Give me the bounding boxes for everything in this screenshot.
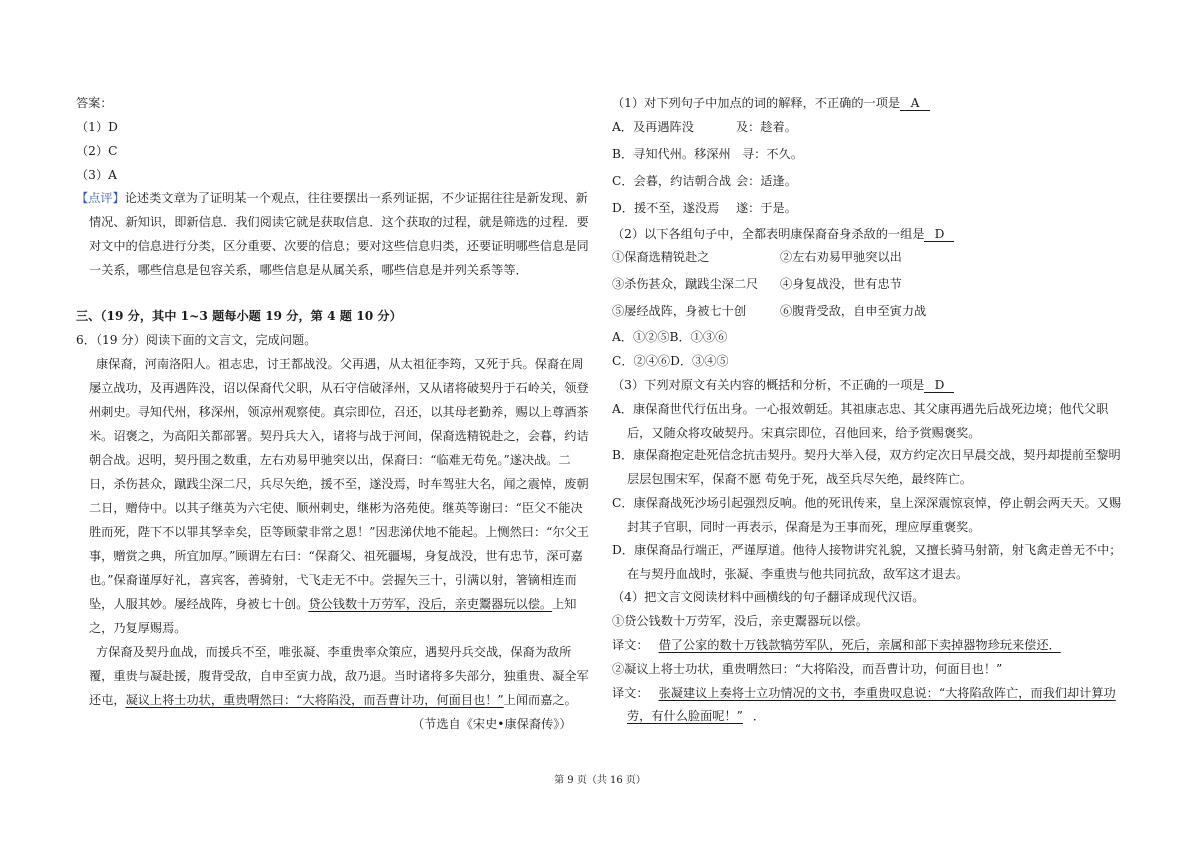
passage-line: 日，杀伤甚众，蹴践尘深二尺，兵尽矢绝，援不至，遂没焉，时车驾驻大名，闻之震悼，废朝 [89,477,589,491]
underlined-sentence-1: 贷公钱数十万劳军，没后，亲吏鬻器玩以偿。 [308,597,553,611]
review-tag: 【点评】 [76,191,125,205]
q3-option-line: B．康保裔抱定赴死信念抗击契丹。契丹大举入侵，双方约定次日早晨交战，契丹却提前至黎明 [612,448,1121,462]
q3-option-line: 后，又随众将攻破契丹。宋真宗即位，召他回来，给予赏赐褒奖。 [627,426,981,440]
q1-option-d: D．援不至，遂没焉 遂：于是。 [612,201,797,215]
passage-line: 也。”保裔谨厚好礼，喜宾客，善骑射，弋飞走无不中。尝握矢三十，引满以射，箸镝相连而 [89,573,577,587]
q2-choices-1: A．①②⑤B．①③⑥ [612,330,728,344]
passage-line: 覆，重贵与凝赴援，腹背受敌，自申至寅力战，敌乃退。当时诸将多失部分，独重贵、凝全军 [89,669,589,683]
q2-items-row-2: ③杀伤甚众，蹴践尘深二尺 ④身复战没，世有忠节 [612,277,902,291]
answers-heading: 答案： [76,96,113,110]
passage-line: 二日，赠侍中。以其子继英为六宅使、顺州刺史，继彬为洛苑使。继英等谢曰：“臣父不能决 [89,501,583,515]
review-line-2: 情况、新知识，即新信息．我们阅读它就是获取信息．这个获取的过程，就是筛选的过程．要 [89,215,589,229]
answer-3: （3）A [76,168,117,182]
answer-2: （2）C [76,144,118,158]
review-line-1: 【点评】论述类文章为了证明某一个观点，往往要摆出一系列证据，不少证据往往是新发现、新 [76,191,588,205]
translation-1-text: 借了公家的数十万钱款犒劳军队，死后，亲属和部下卖掉器物珍玩来偿还． [658,638,1061,652]
passage-line: 屡立战功，及再遇阵没，诏以保裔代父职，从石守信破泽州，又从诸将破契丹于石岭关，领登 [89,381,589,395]
q4-sentence-2: ②凝议上将士功状，重贵喟然曰：“大将陷没，而吾曹计功，何面目也！” [612,662,1003,676]
q3-option-line: A．康保裔世代行伍出身。一心报效朝廷。其祖康志忠、其父康再遇先后战死边境；他代父职 [612,402,1109,416]
passage-line-underlined-2: 还屯，凝议上将士功状，重贵喟然曰：“大将陷没，而吾曹计功，何面目也！”上闻而嘉之。 [89,693,577,707]
underlined-sentence-2: 凝议上将士功状，重贵喟然曰：“大将陷没，而吾曹计功，何面目也！” [125,693,504,707]
q3-stem: （3）下列对原文有关内容的概括和分析，不正确的一项是 D [612,376,954,394]
page-footer: 第 9 页（共 16 页） [554,775,646,786]
q4-translation-1 [612,636,1081,654]
passage-line: 州刺史。寻知代州，移深州，领凉州观察使。真宗即位，召还，以其母老勤养，赐以上尊酒茶 [89,405,589,419]
passage-line: 康保裔，河南洛阳人。祖志忠，讨王都战没。父再遇，从太祖征李筠，又死于兵。保裔在周 [96,357,584,371]
q3-option-line: C．康保裔战死沙场引起强烈反响。他的死讯传来，皇上深深震惊哀悼，停止朝会两天天。又赐 [612,496,1122,510]
q3-answer: D [924,378,954,393]
q2-answer: D [924,227,954,242]
q2-choices-2: C．②④⑥D．③④⑤ [612,354,729,368]
q4-sentence-1: ①贷公钱数十万劳军，没后，亲吏鬻器玩以偿。 [612,614,868,628]
q3-option-line: 层层包围宋军，保裔不愿 苟免于死，战至兵尽矢绝，最终阵亡。 [627,472,973,486]
review-line-4: 一关系，哪些信息是包容关系，哪些信息是从属关系，哪些信息是并列关系等等． [89,263,528,277]
passage-line: 胜而死，陛下不以罪其孥幸矣，臣等顾蒙非常之恩！”因悲涕伏地不能起。上恻然曰：“尔父王 [89,525,589,539]
translation-2-text-a: 张凝建议上奏将士立功情况的文书，李重贵叹息说：“大将陷敌阵亡，而我们却计算功 [658,686,1116,700]
q4-translation-2 [612,684,1116,702]
q1-option-a: A．及再遇阵没 及：趁着。 [612,120,797,134]
review-line-3: 对文中的信息进行分类，区分重要、次要的信息；要对这些信息归类，还要证明哪些信息是同 [89,239,589,253]
passage-line: 方保裔及契丹血战，而援兵不至，唯张凝、李重贵率众策应，遇契丹兵交战，保裔为敌所 [96,645,572,659]
passage-line: 之，乃复厚赐焉。 [89,621,187,635]
passage-line: 米。诏褒之，为高阳关都部署。契丹兵大入，诸将与战于河间，保裔选精锐赴之，会暮，约诘 [89,429,589,443]
q3-option-line: 封其子官职，同时一再表示，保裔是为王事而死，理应厚重褒奖。 [627,520,981,534]
translation-2-text-b: 劳，有什么脸面呢！” [627,709,743,723]
question-intro: 6．（19 分）阅读下面的文言文，完成问题。 [76,333,317,347]
passage-line: 朝合战。迟明，契丹围之数重，左右劝易甲驰突以出，保裔曰：“临难无苟免。”遂决战。二 [89,453,571,467]
passage-line-underlined-1: 坠，人服其妙。屡经战阵，身被七十创。贷公钱数十万劳军，没后，亲吏鬻器玩以偿。上知 [89,597,577,611]
q2-stem: （2）以下各组句子中，全都表明康保裔奋身杀敌的一组是 D [612,225,954,243]
q3-option-line: D．康保裔品行端正，严谨厚道。他待人接物讲究礼貌，又擅长骑马射箭，射飞禽走兽无不中； [612,543,1122,557]
passage-source: （节选自《宋史•康保裔传》） [412,717,572,731]
q2-items-row-3: ⑤屡经战阵，身被七十创 ⑥腹背受敌，自申至寅力战 [612,304,927,318]
q4-stem: （4）把文言文阅读材料中画横线的句子翻译成现代汉语。 [612,590,925,604]
q1-stem: （1）对下列句子中加点的词的解释，不正确的一项是 A [612,94,930,112]
q1-option-b: B．寻知代州。移深州 寻：不久。 [612,147,803,161]
q1-option-c: C．会暮，约诘朝合战 会：适逢。 [612,174,797,188]
q1-answer: A [900,96,930,111]
q4-translation-2-cont: 劳，有什么脸面呢！” ． [627,709,766,723]
answer-1: （1）D [76,120,118,134]
passage-line: 事，赠赏之典，所宜加厚。”顾谓左右曰：“保裔父、祖死疆埸，身复战没，世有忠节，深可嘉 [89,549,583,563]
translation-label: 译文： [612,686,649,700]
q2-items-row-1: ①保裔选精锐赴之 ②左右劝易甲驰突以出 [612,250,902,264]
q3-option-line: 在与契丹血战时，张凝、李重贵与他共同抗敌，敌军这才退去。 [627,567,969,581]
translation-label: 译文： [612,638,649,652]
section-title: 三、（19 分，其中 1~3 题每小题 19 分，第 4 题 10 分） [76,309,402,323]
